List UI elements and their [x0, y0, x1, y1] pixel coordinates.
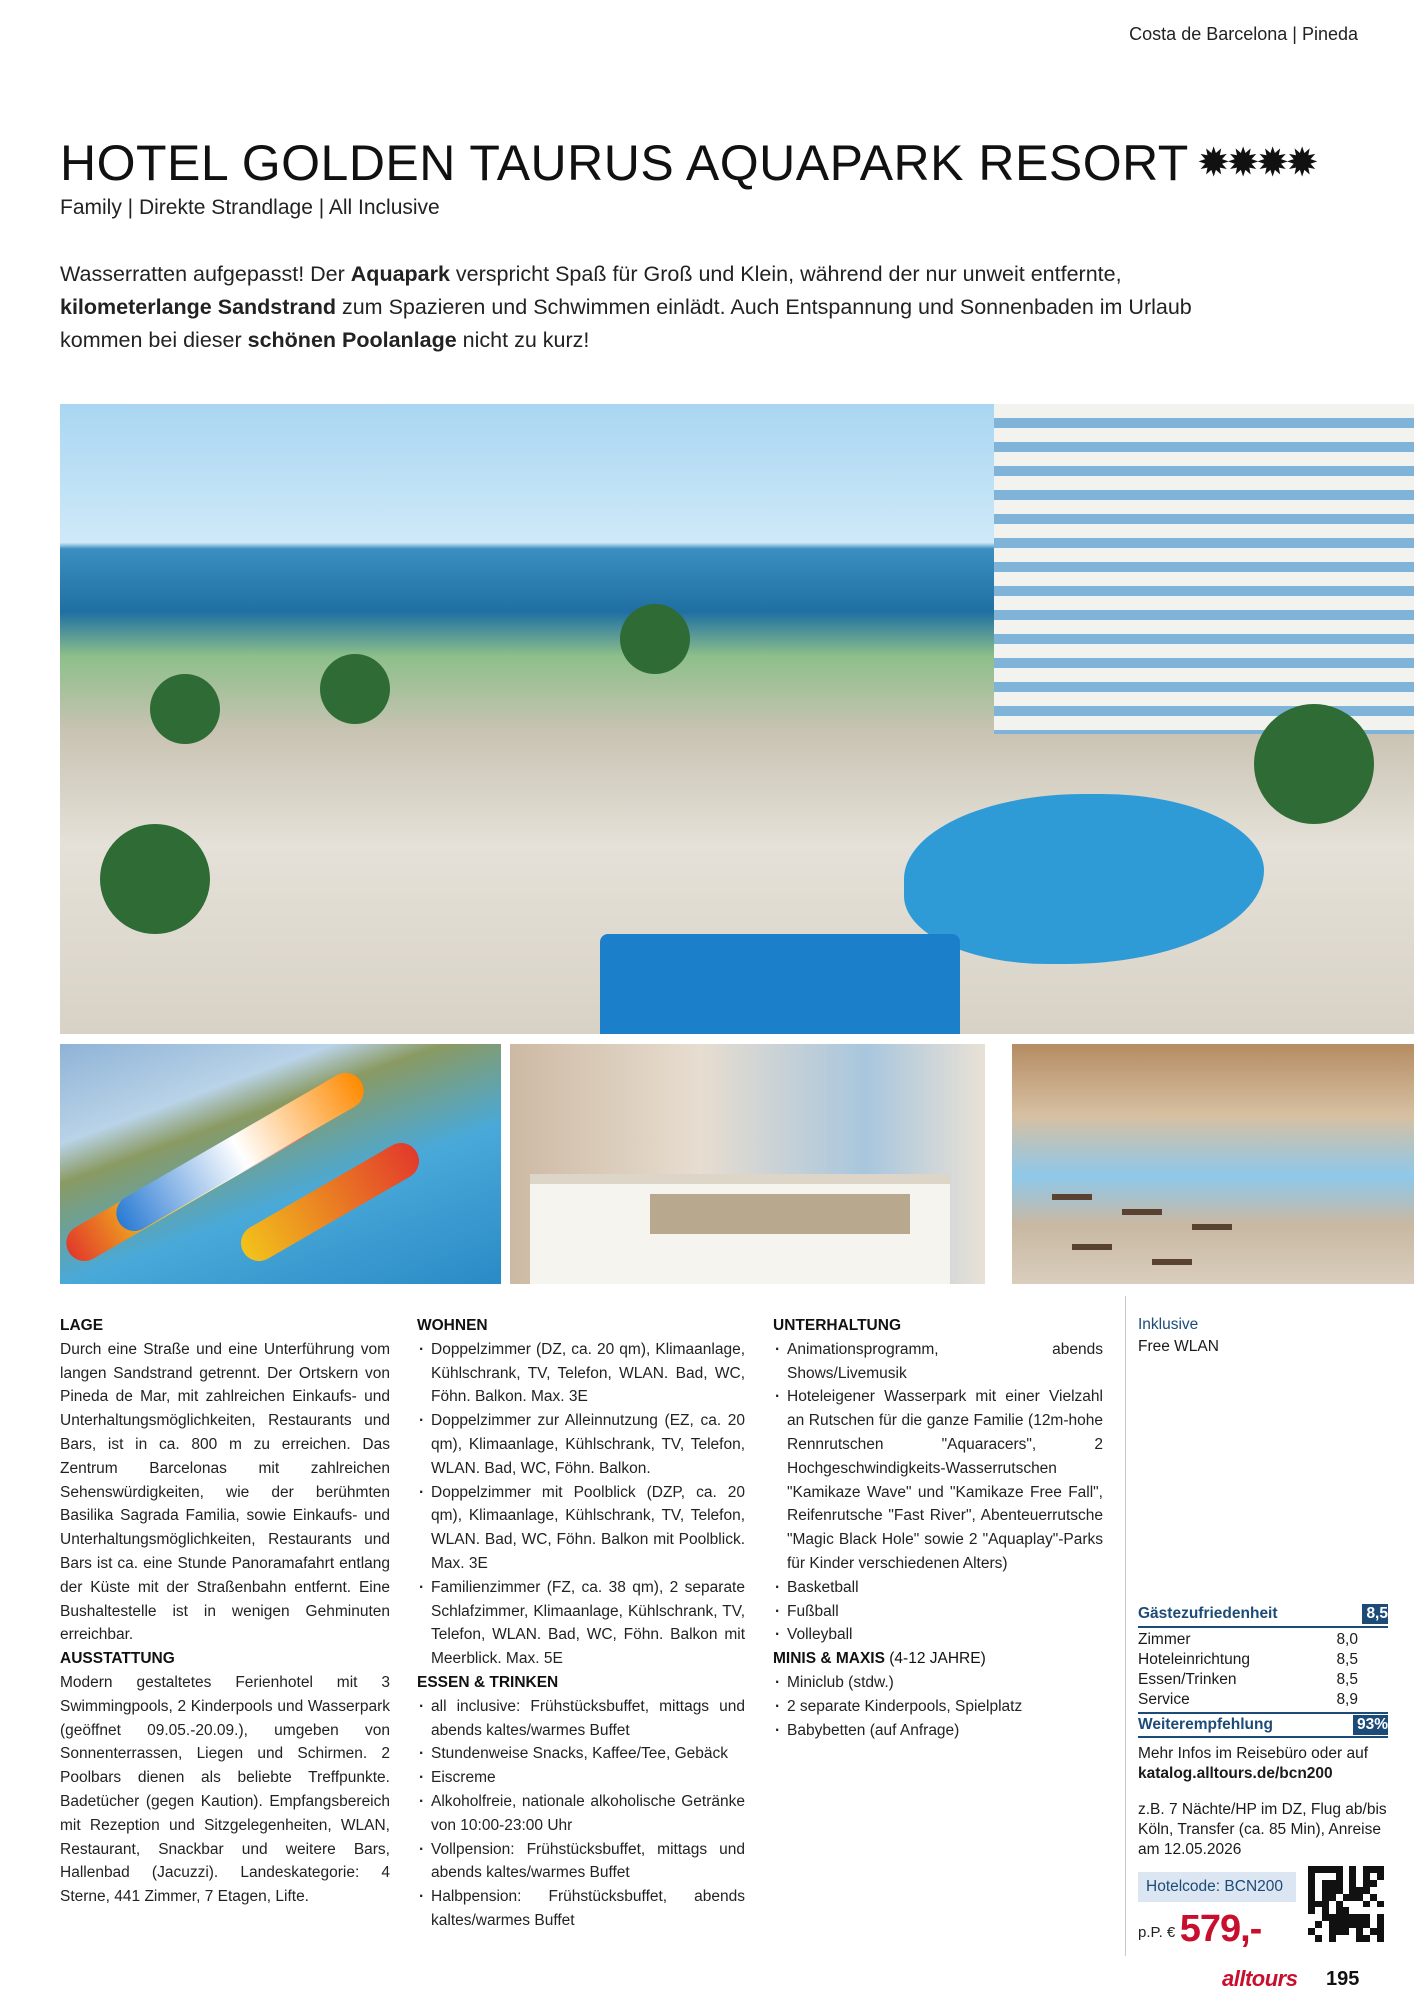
- rating-row: [1138, 1650, 1388, 1670]
- qr-module: [1315, 1921, 1322, 1928]
- qr-module: [1363, 1914, 1370, 1921]
- rating-value: 8,5: [1336, 1651, 1358, 1668]
- qr-module: [1322, 1921, 1329, 1928]
- list-item: · Animationsprogramm, abends Shows/Livemusik: [773, 1338, 1103, 1386]
- rating-label: Essen/Trinken: [1138, 1671, 1237, 1688]
- qr-module: [1315, 1873, 1322, 1880]
- list-item: · Halbpension: Frühstücksbuffet, abends kaltes/warmes Buffet: [417, 1885, 745, 1933]
- qr-module: [1308, 1928, 1315, 1935]
- sidebar-divider: [1125, 1296, 1126, 1956]
- qr-module: [1322, 1901, 1329, 1908]
- qr-module: [1322, 1887, 1329, 1894]
- qr-module: [1315, 1907, 1322, 1914]
- column-unterhaltung-minis: [773, 1314, 1103, 1742]
- qr-module: [1377, 1935, 1384, 1942]
- qr-module: [1308, 1873, 1315, 1880]
- qr-module: [1336, 1928, 1343, 1935]
- qr-module: [1377, 1921, 1384, 1928]
- qr-module: [1356, 1887, 1363, 1894]
- list-item: · Familienzimmer (FZ, ca. 38 qm), 2 separate Schlafzimmer, Klimaanlage, Kühlschrank, TV, Telefon, WLAN. Bad, WC, Föhn. Balkon mit Meerblick. Max. 5E: [417, 1576, 745, 1671]
- qr-module: [1377, 1873, 1384, 1880]
- qr-module: [1370, 1901, 1377, 1908]
- qr-module: [1322, 1907, 1329, 1914]
- sidebar-inklusive: [1138, 1314, 1388, 1358]
- qr-module: [1349, 1907, 1356, 1914]
- guest-rating-box: [1138, 1604, 1388, 1738]
- qr-module: [1356, 1914, 1363, 1921]
- qr-module: [1308, 1921, 1315, 1928]
- list-item: · Vollpension: Frühstücksbuffet, mittags und abends kaltes/warmes Buffet: [417, 1838, 745, 1886]
- recommendation-row: [1138, 1712, 1388, 1738]
- qr-module: [1377, 1880, 1384, 1887]
- rating-heading: Gästezufriedenheit: [1138, 1605, 1278, 1622]
- qr-module: [1377, 1866, 1384, 1873]
- qr-module: [1329, 1887, 1336, 1894]
- list-item: · Alkoholfreie, nationale alkoholische Getränke von 10:00-23:00 Uhr: [417, 1790, 745, 1838]
- table-shape: [1152, 1259, 1192, 1265]
- qr-module: [1329, 1928, 1336, 1935]
- qr-module: [1349, 1873, 1356, 1880]
- column-wohnen-essen: [417, 1314, 745, 1933]
- rating-value: 8,0: [1336, 1631, 1358, 1648]
- section-heading-minis: [773, 1647, 1103, 1671]
- unterhaltung-list: [773, 1338, 1103, 1647]
- qr-module: [1343, 1866, 1350, 1873]
- qr-module: [1308, 1866, 1315, 1873]
- qr-module: [1356, 1866, 1363, 1873]
- rating-score-badge: 8,5: [1362, 1604, 1388, 1624]
- qr-module: [1308, 1887, 1315, 1894]
- table-shape: [1192, 1224, 1232, 1230]
- qr-module: [1343, 1873, 1350, 1880]
- qr-module: [1363, 1907, 1370, 1914]
- qr-module: [1363, 1873, 1370, 1880]
- qr-module: [1343, 1880, 1350, 1887]
- qr-module: [1356, 1880, 1363, 1887]
- qr-module: [1308, 1880, 1315, 1887]
- qr-module: [1315, 1935, 1322, 1942]
- subtitle: Family | Direkte Strandlage | All Inclusive: [60, 196, 440, 219]
- hotel-code-badge: Hotelcode: BCN200: [1138, 1872, 1296, 1902]
- more-info: [1138, 1744, 1388, 1784]
- qr-module: [1377, 1901, 1384, 1908]
- qr-module: [1336, 1866, 1343, 1873]
- qr-module: [1336, 1935, 1343, 1942]
- rating-header: [1138, 1604, 1388, 1628]
- catalog-link[interactable]: katalog.alltours.de/bcn200: [1138, 1765, 1333, 1782]
- rating-value: 8,5: [1336, 1671, 1358, 1688]
- qr-module: [1329, 1907, 1336, 1914]
- qr-module: [1329, 1873, 1336, 1880]
- rating-row: [1138, 1630, 1388, 1650]
- column-lage-ausstattung: [60, 1314, 390, 1909]
- qr-module: [1356, 1928, 1363, 1935]
- waterpark-photo: [60, 1044, 501, 1284]
- qr-module: [1356, 1907, 1363, 1914]
- qr-module: [1329, 1914, 1336, 1921]
- hotel-name: HOTEL GOLDEN TAURUS AQUAPARK RESORT: [60, 135, 1189, 191]
- qr-module: [1329, 1894, 1336, 1901]
- qr-module: [1349, 1887, 1356, 1894]
- main-hotel-photo: [60, 404, 1414, 1034]
- alltours-logo: alltours: [1222, 1966, 1298, 1991]
- qr-module: [1370, 1887, 1377, 1894]
- inklusive-heading: Inklusive: [1138, 1316, 1199, 1333]
- recommendation-badge: 93%: [1353, 1715, 1388, 1735]
- restaurant-terrace-photo: [1012, 1044, 1414, 1284]
- qr-module: [1329, 1935, 1336, 1942]
- table-shape: [1072, 1244, 1112, 1250]
- qr-module: [1336, 1873, 1343, 1880]
- qr-module: [1370, 1914, 1377, 1921]
- section-heading-essen: ESSEN & TRINKEN: [417, 1673, 559, 1691]
- list-item: · Hoteleigener Wasserpark mit einer Vielzahl an Rutschen für die ganze Familie (12m-hohe Rennrutschen "Aquaracers", 2 Hochgeschwindigkeits-Wasserrutschen "Kamikaze Wave" und "Kamikaze Free Fall", Reifenrutsche "Fast River", Abenteuerrutsche "Magic Black Hole" sowie 2 "Aquaplay"-Parks für Kinder verschiedenen Alters): [773, 1385, 1103, 1575]
- list-item: · all inclusive: Frühstücksbuffet, mittags und abends kaltes/warmes Buffet: [417, 1695, 745, 1743]
- qr-module: [1315, 1914, 1322, 1921]
- intro-text: [60, 258, 1210, 357]
- list-item: · Babybetten (auf Anfrage): [773, 1719, 1103, 1743]
- list-item: · 2 separate Kinderpools, Spielplatz: [773, 1695, 1103, 1719]
- palm-shape: [620, 604, 690, 674]
- intro-segment: verspricht Spaß für Groß und Klein, während der nur unweit entfernte,: [449, 262, 1122, 286]
- price-amount: 579,-: [1179, 1908, 1262, 1950]
- minis-age-range: (4-12 JAHRE): [889, 1650, 986, 1668]
- rating-row: [1138, 1670, 1388, 1690]
- intro-segment: zum Spazieren und Schwimmen einlädt. Auch Entspannung und Sonnenbaden im Urlaub kommen bei dieser: [60, 295, 1192, 352]
- recommendation-label: Weiterempfehlung: [1138, 1716, 1273, 1733]
- qr-module: [1336, 1901, 1343, 1908]
- qr-module: [1377, 1928, 1384, 1935]
- qr-module: [1377, 1894, 1384, 1901]
- page-title: [60, 134, 1315, 192]
- qr-module: [1329, 1901, 1336, 1908]
- qr-module: [1349, 1935, 1356, 1942]
- qr-module: [1349, 1901, 1356, 1908]
- qr-module: [1370, 1935, 1377, 1942]
- section-heading-lage: LAGE: [60, 1317, 104, 1334]
- essen-list: [417, 1695, 745, 1933]
- qr-module: [1322, 1866, 1329, 1873]
- qr-module: [1315, 1880, 1322, 1887]
- qr-module: [1370, 1894, 1377, 1901]
- qr-module: [1356, 1935, 1363, 1942]
- intro-segment: Wasserratten aufgepasst! Der: [60, 262, 351, 286]
- intro-highlight: schönen Poolanlage: [247, 328, 457, 352]
- qr-module: [1363, 1901, 1370, 1908]
- intro-highlight: kilometerlange Sandstrand: [60, 295, 336, 319]
- page-number: 195: [1326, 1968, 1360, 1990]
- qr-module: [1377, 1914, 1384, 1921]
- bed-runner-shape: [650, 1194, 910, 1234]
- list-item: · Doppelzimmer mit Poolblick (DZP, ca. 20 qm), Klimaanlage, Kühlschrank, TV, Telefon, WLAN. Bad, WC, Föhn. Balkon mit Poolblick. Max. 3E: [417, 1481, 745, 1576]
- rating-row: [1138, 1690, 1388, 1710]
- palm-shape: [100, 824, 210, 934]
- qr-module: [1349, 1928, 1356, 1935]
- qr-module: [1322, 1894, 1329, 1901]
- star-rating: ✹✹✹✹: [1196, 141, 1315, 185]
- qr-module: [1336, 1887, 1343, 1894]
- qr-module: [1315, 1887, 1322, 1894]
- qr-module: [1370, 1907, 1377, 1914]
- qr-module: [1363, 1887, 1370, 1894]
- list-item: · Doppelzimmer zur Alleinnutzung (EZ, ca. 20 qm), Klimaanlage, Kühlschrank, TV, Telefon, WLAN. Bad, WC, Föhn. Balkon.: [417, 1409, 745, 1480]
- list-item: · Doppelzimmer (DZ, ca. 20 qm), Klimaanlage, Kühlschrank, TV, Telefon, WLAN. Bad, WC, Föhn. Balkon. Max. 3E: [417, 1338, 745, 1409]
- qr-module: [1370, 1880, 1377, 1887]
- qr-module: [1322, 1928, 1329, 1935]
- list-item: · Eiscreme: [417, 1766, 745, 1790]
- qr-module: [1308, 1935, 1315, 1942]
- qr-module: [1315, 1901, 1322, 1908]
- qr-module: [1343, 1894, 1350, 1901]
- wohnen-list: [417, 1338, 745, 1671]
- qr-module: [1377, 1907, 1384, 1914]
- palm-shape: [150, 674, 220, 744]
- qr-module: [1336, 1880, 1343, 1887]
- qr-module: [1329, 1866, 1336, 1873]
- qr-module: [1349, 1894, 1356, 1901]
- qr-module: [1370, 1873, 1377, 1880]
- example-offer-text: z.B. 7 Nächte/HP im DZ, Flug ab/bis Köln, Transfer (ca. 85 Min), Anreise am 12.05.2026: [1138, 1801, 1387, 1858]
- rating-label: Zimmer: [1138, 1631, 1191, 1648]
- qr-module: [1322, 1935, 1329, 1942]
- qr-module: [1363, 1928, 1370, 1935]
- intro-segment: nicht zu kurz!: [456, 328, 590, 352]
- room-photo: [510, 1044, 985, 1284]
- list-item: · Basketball: [773, 1576, 1103, 1600]
- price-block: [1138, 1908, 1261, 1951]
- qr-module: [1315, 1866, 1322, 1873]
- qr-module: [1343, 1901, 1350, 1908]
- qr-module: [1349, 1880, 1356, 1887]
- lage-text: Durch eine Straße und eine Unterführung vom langen Sandstrand getrennt. Der Ortskern von Pineda de Mar, mit zahlreichen Einkaufs- und Unterhaltungsmöglichkeiten, Restaurants und Bars, ist in ca. 800 m zu erreichen. Das Zentrum Barcelonas mit zahlreichen Sehenswürdigkeiten, wie der berühmten Basilika Sagrada Familia, sowie Einkaufs- und Unterhaltungsmöglichkeiten, Restaurants und Bars ist ca. eine Stunde Panoramafahrt entlang der Küste mit der Straßenbahn entfernt. Eine Bushaltestelle ist in wenigen Gehminuten erreichbar.: [60, 1340, 390, 1644]
- list-item: · Miniclub (stdw.): [773, 1671, 1103, 1695]
- qr-module: [1343, 1914, 1350, 1921]
- rating-label: Service: [1138, 1691, 1190, 1708]
- qr-module: [1336, 1907, 1343, 1914]
- pool-shape: [600, 934, 960, 1034]
- section-heading-unterhaltung: UNTERHALTUNG: [773, 1317, 902, 1334]
- qr-module: [1329, 1880, 1336, 1887]
- price-prefix: p.P. €: [1138, 1924, 1176, 1941]
- qr-module: [1363, 1894, 1370, 1901]
- qr-module: [1370, 1921, 1377, 1928]
- qr-module: [1308, 1914, 1315, 1921]
- qr-module: [1377, 1887, 1384, 1894]
- minis-heading-label: MINIS & MAXIS: [773, 1650, 885, 1668]
- qr-module: [1363, 1880, 1370, 1887]
- rating-value: 8,9: [1336, 1691, 1358, 1708]
- minis-list: [773, 1671, 1103, 1742]
- section-heading-ausstattung: AUSSTATTUNG: [60, 1650, 175, 1668]
- qr-module: [1363, 1921, 1370, 1928]
- hotel-building-shape: [994, 404, 1414, 734]
- rating-label: Hoteleinrichtung: [1138, 1651, 1251, 1668]
- qr-module: [1356, 1921, 1363, 1928]
- qr-module: [1322, 1914, 1329, 1921]
- breadcrumb: Costa de Barcelona | Pineda: [1129, 24, 1358, 44]
- ausstattung-text: Modern gestaltetes Ferienhotel mit 3 Swimmingpools, 2 Kinderpools und Wasserpark (geöffnet 09.05.-20.09.), umgeben von Sonnenterrassen, Liegen und Schirmen. 2 Poolbars dienen als beliebte Treffpunkte. Badetücher (gegen Kaution). Empfangsbereich mit Rezeption und Sitzgelegenheiten, WLAN, Restaurant, Snackbar und weitere Bars, Hallenbad (Jacuzzi). Landeskategorie: 4 Sterne, 441 Zimmer, 7 Etagen, Lifte.: [60, 1673, 390, 1906]
- list-item: · Fußball: [773, 1600, 1103, 1624]
- more-info-text: Mehr Infos im Reisebüro oder auf: [1138, 1745, 1369, 1762]
- qr-module: [1343, 1935, 1350, 1942]
- qr-module: [1356, 1894, 1363, 1901]
- list-item: · Stundenweise Snacks, Kaffee/Tee, Gebäck: [417, 1742, 745, 1766]
- palm-shape: [320, 654, 390, 724]
- qr-module: [1308, 1901, 1315, 1908]
- qr-module: [1308, 1894, 1315, 1901]
- palm-shape: [1254, 704, 1374, 824]
- table-shape: [1052, 1194, 1092, 1200]
- qr-code-icon[interactable]: [1308, 1866, 1384, 1942]
- qr-module: [1336, 1921, 1343, 1928]
- qr-module: [1349, 1866, 1356, 1873]
- qr-module: [1349, 1914, 1356, 1921]
- qr-module: [1343, 1907, 1350, 1914]
- qr-module: [1336, 1914, 1343, 1921]
- section-heading-wohnen: WOHNEN: [417, 1317, 488, 1334]
- qr-module: [1336, 1894, 1343, 1901]
- qr-module: [1343, 1928, 1350, 1935]
- qr-module: [1370, 1928, 1377, 1935]
- qr-module: [1322, 1880, 1329, 1887]
- qr-module: [1329, 1921, 1336, 1928]
- list-item: · Volleyball: [773, 1623, 1103, 1647]
- qr-module: [1356, 1873, 1363, 1880]
- inklusive-text: Free WLAN: [1138, 1338, 1219, 1355]
- qr-module: [1315, 1928, 1322, 1935]
- qr-module: [1370, 1866, 1377, 1873]
- qr-module: [1343, 1887, 1350, 1894]
- qr-module: [1349, 1921, 1356, 1928]
- qr-module: [1363, 1935, 1370, 1942]
- qr-module: [1315, 1894, 1322, 1901]
- intro-highlight: Aquapark: [350, 262, 450, 286]
- qr-module: [1343, 1921, 1350, 1928]
- qr-module: [1322, 1873, 1329, 1880]
- qr-module: [1356, 1901, 1363, 1908]
- qr-module: [1363, 1866, 1370, 1873]
- table-shape: [1122, 1209, 1162, 1215]
- qr-module: [1308, 1907, 1315, 1914]
